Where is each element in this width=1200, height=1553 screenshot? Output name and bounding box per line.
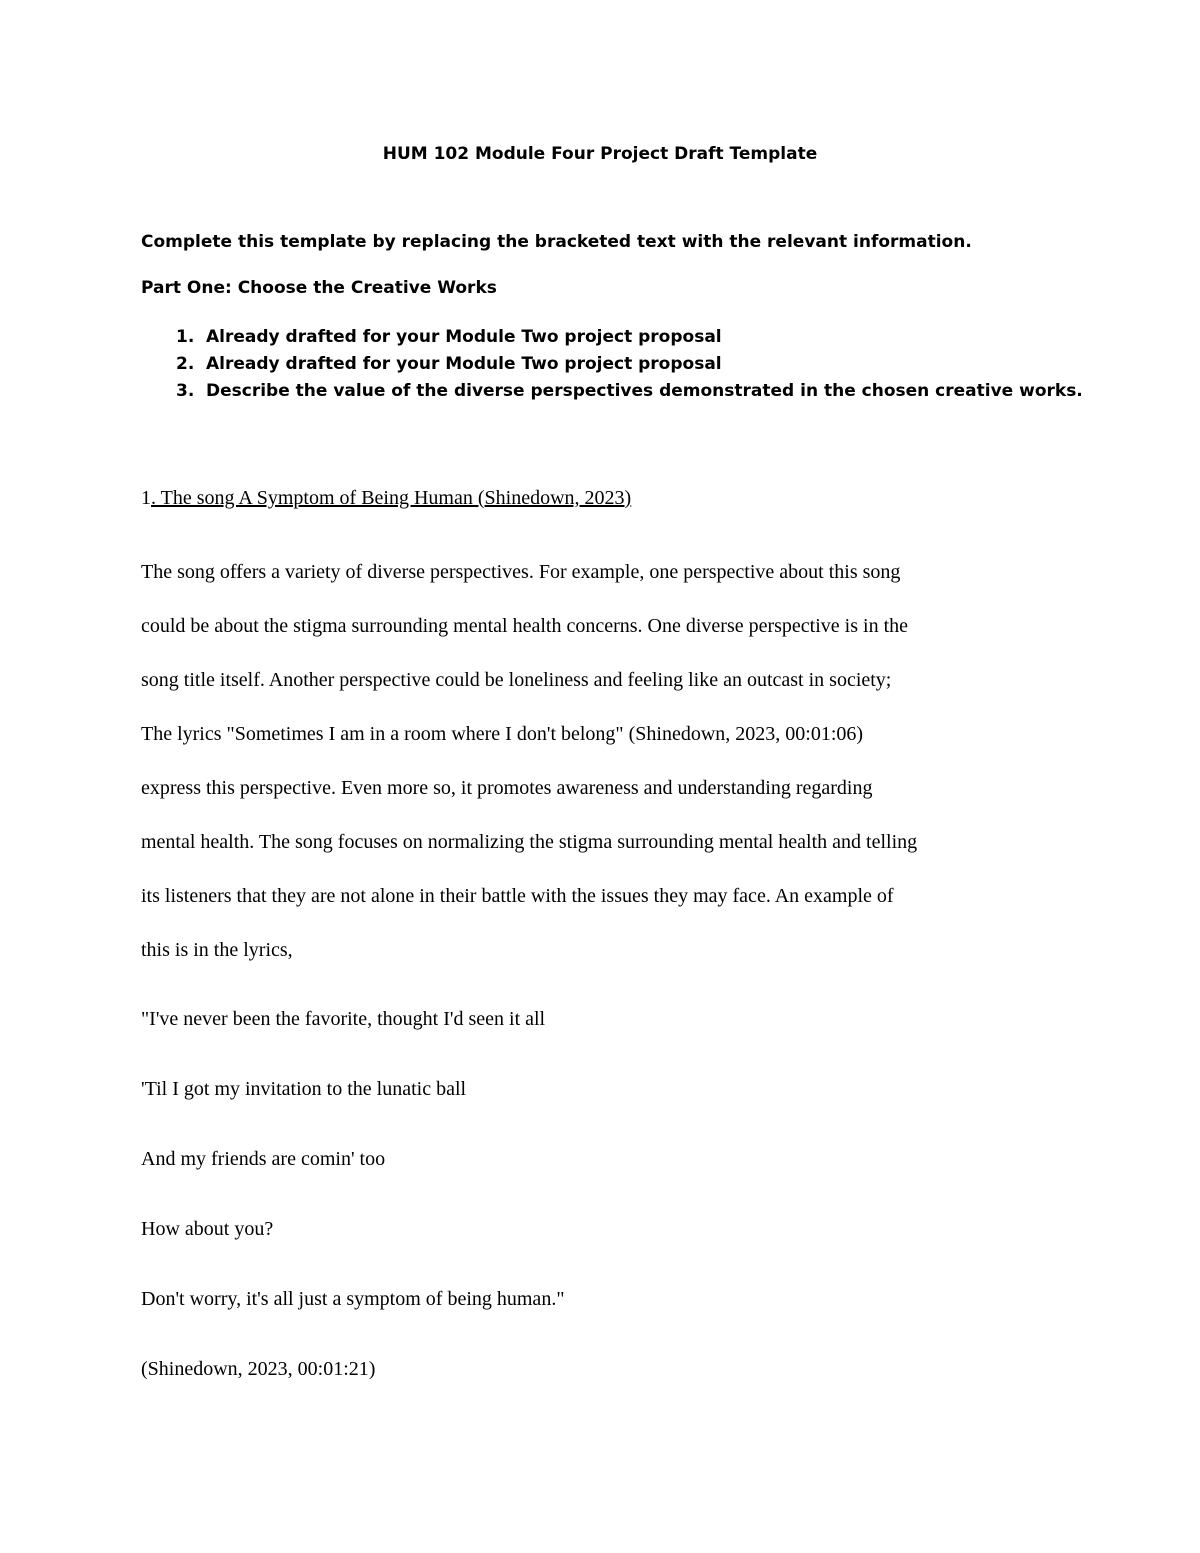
task-number: 3. (176, 381, 195, 401)
lyric-line: How about you? (141, 1218, 274, 1240)
lyrics-quote (141, 992, 564, 1412)
paragraph-line: The song offers a variety of diverse perspectives. For example, one perspective about this song (141, 561, 901, 583)
task-item (141, 378, 1083, 405)
creative-work-heading (141, 487, 631, 510)
paragraph-line: mental health. The song focuses on normalizing the stigma surrounding mental health and telling (141, 831, 918, 853)
lyric-line: 'Til I got my invitation to the lunatic ball (141, 1078, 467, 1100)
task-number: 2. (176, 354, 195, 374)
task-item (141, 324, 1083, 351)
lyric-line: "I've never been the favorite, thought I'd seen it all (141, 1008, 546, 1030)
paragraph-line: this is in the lyrics, (141, 939, 293, 961)
template-instruction: Complete this template by replacing the bracketed text with the relevant information. (141, 232, 972, 252)
work-heading-number: 1 (141, 487, 151, 509)
task-list (141, 324, 1083, 405)
lyric-line: And my friends are comin' too (141, 1148, 386, 1170)
lyric-citation: (Shinedown, 2023, 00:01:21) (141, 1358, 376, 1380)
body-paragraph (141, 545, 1071, 977)
part-one-heading: Part One: Choose the Creative Works (141, 278, 497, 298)
task-item (141, 351, 1083, 378)
paragraph-line: express this perspective. Even more so, it promotes awareness and understanding regarding (141, 777, 873, 799)
document-title: HUM 102 Module Four Project Draft Template (382, 144, 818, 164)
work-heading-title: . The song A Symptom of Being Human (Shinedown, 2023) (151, 487, 632, 509)
task-text: Describe the value of the diverse perspectives demonstrated in the chosen creative works. (206, 381, 1083, 401)
lyric-line: Don't worry, it's all just a symptom of being human." (141, 1288, 565, 1310)
paragraph-line: The lyrics "Sometimes I am in a room where I don't belong" (Shinedown, 2023, 00:01:06) (141, 723, 864, 745)
task-text: Already drafted for your Module Two project proposal (206, 354, 722, 374)
paragraph-line: its listeners that they are not alone in their battle with the issues they may face. An example of (141, 885, 894, 907)
task-number: 1. (176, 327, 195, 347)
paragraph-line: song title itself. Another perspective could be loneliness and feeling like an outcast in society; (141, 669, 892, 691)
paragraph-line: could be about the stigma surrounding mental health concerns. One diverse perspective is in the (141, 615, 909, 637)
task-text: Already drafted for your Module Two project proposal (206, 327, 722, 347)
